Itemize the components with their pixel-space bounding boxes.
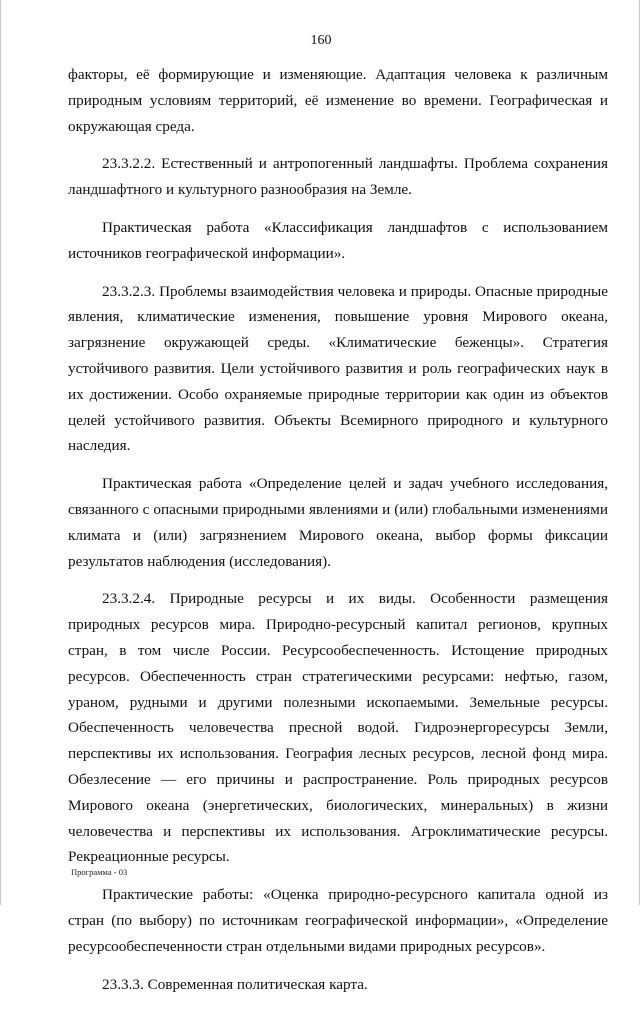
- paragraph-section-23-3-2-2: 23.3.2.2. Естественный и антропогенный ландшафты. Проблема сохранения ландшафтного и культурного разнообразия на Земле.: [68, 155, 608, 199]
- paragraph-practical-works-resources: Практические работы: «Оценка природно-ресурсного капитала одной из стран (по выбору) по источникам географической информации», «Определение ресурсообеспеченности стран отдельными видами природных ресурсов».: [68, 886, 608, 955]
- paragraph-section-23-3-2-3: 23.3.2.3. Проблемы взаимодействия человека и природы. Опасные природные явления, климатические изменения, повышение уровня Мирового океана, загрязнение окружающей среды. «Климатические беженцы». Стратегия устойчивого развития. Цели устойчивого развития и роль географических наук в их достижении. Особо охраняемые природные территории как один из объектов целей устойчивого развития. Объекты Всемирного природного и культурного наследия.: [68, 282, 608, 455]
- paragraph-continuation: факторы, её формирующие и изменяющие. Адаптация человека к различным природным условиям территорий, её изменение во времени. Географическая и окружающая среда.: [68, 66, 608, 135]
- document-body: [68, 62, 608, 1009]
- paragraph-practical-work-research: Практическая работа «Определение целей и задач учебного исследования, связанного с опасными природными явлениями и (или) глобальными изменениями климата и (или) загрязнением Мирового океана, выбор формы фиксации результатов наблюдения (исследования).: [68, 475, 608, 570]
- paragraph-section-23-3-3: 23.3.3. Современная политическая карта.: [102, 975, 368, 993]
- paragraph-section-23-3-2-4: 23.3.2.4. Природные ресурсы и их виды. Особенности размещения природных ресурсов мира. Природно-ресурсный капитал регионов, крупных стран, в том числе России. Ресурсообеспеченность. Истощение природных ресурсов. Обеспеченность стран стратегическими ресурсами: нефтью, газом, ураном, рудными и другими полезными ископаемыми. Земельные ресурсы. Обеспеченность человечества пресной водой. Гидроэнергоресурсы Земли, перспективы их использования. География лесных ресурсов, лесной фонд мира. Обезлесение — его причины и распространение. Роль природных ресурсов Мирового океана (энергетических, биологических, минеральных) в жизни человечества и перспективы их использования. Агроклиматические ресурсы. Рекреационные ресурсы.: [68, 590, 608, 866]
- footer-label: Программа - 03: [71, 867, 128, 877]
- paragraph-practical-work-landscapes: Практическая работа «Классификация ландшафтов с использованием источников географической информации».: [68, 218, 608, 262]
- page-number: 160: [310, 33, 332, 48]
